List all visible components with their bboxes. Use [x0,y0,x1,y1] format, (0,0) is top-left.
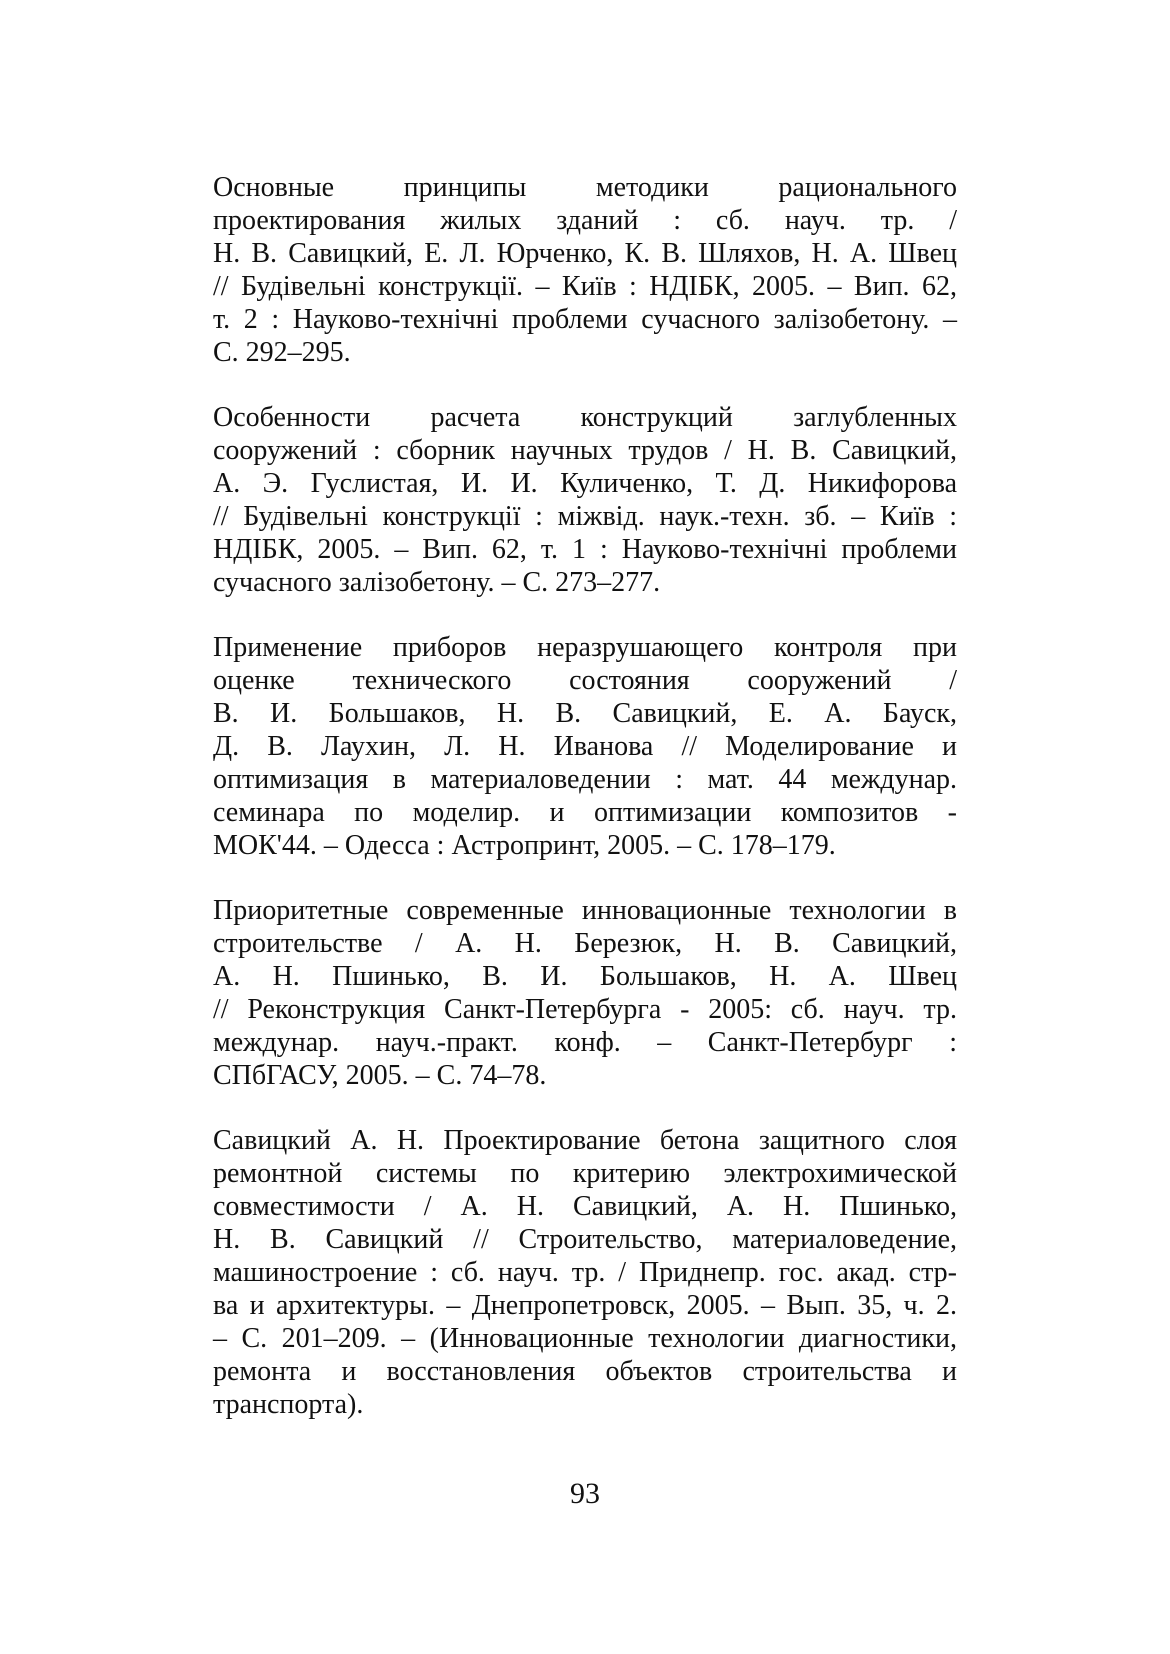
bibliography-entry [213,631,957,862]
entry-line: Н. В. Савицкий, Е. Л. Юрченко, К. В. Шляхов, Н. А. Швец [213,238,957,269]
entry-line: СПбГАСУ, 2005. – С. 74–78. [213,1060,547,1091]
entry-line: ремонтной системы по критерию электрохимической [213,1158,957,1189]
entry-line: транспорта). [213,1389,364,1420]
entry-line: НДІБК, 2005. – Вип. 62, т. 1 : Науково-технічні проблеми [213,534,957,565]
entry-line: Приоритетные современные инновационные технологии в [213,895,957,926]
entry-line: Основные принципы методики рационального [213,172,957,203]
entry-line: совместимости / А. Н. Савицкий, А. Н. Пшинько, [213,1191,957,1222]
entry-line: Савицкий А. Н. Проектирование бетона защитного слоя [213,1125,957,1156]
entry-line: строительстве / А. Н. Березюк, Н. В. Савицкий, [213,928,957,959]
entry-line: // Реконструкция Санкт-Петербурга - 2005: сб. науч. тр. [213,994,957,1025]
entry-line: МОК'44. – Одесса : Астропринт, 2005. – С. 178–179. [213,830,836,861]
entry-line: оценке технического состояния сооружений / [213,665,957,696]
entry-line: Д. В. Лаухин, Л. Н. Иванова // Моделирование и [213,731,957,762]
entry-line: // Будівельні конструкції. – Київ : НДІБК, 2005. – Вип. 62, [213,271,957,302]
entry-line: Н. В. Савицкий // Строительство, материаловедение, [213,1224,957,1255]
bibliography-entry [213,1124,957,1421]
entry-line: машиностроение : сб. науч. тр. / Приднепр. гос. акад. стр- [213,1257,957,1288]
entry-line: – С. 201–209. – (Инновационные технологии диагностики, [213,1323,957,1354]
entry-line: сооружений : сборник научных трудов / Н. В. Савицкий, [213,435,957,466]
entry-line: оптимизация в материаловедении : мат. 44 междунар. [213,764,957,795]
entry-line: С. 292–295. [213,337,351,368]
entry-line: А. Э. Гуслистая, И. И. Куличенко, Т. Д. Никифорова [213,468,957,499]
entry-line: сучасного залізобетону. – С. 273–277. [213,567,661,598]
entry-line: Применение приборов неразрушающего контроля при [213,632,957,663]
entry-line: // Будівельні конструкції : міжвід. наук.-техн. зб. – Київ : [213,501,957,532]
entry-line: т. 2 : Науково-технічні проблеми сучасного залізобетону. – [213,304,957,335]
bibliography-entry [213,171,957,369]
entry-line: проектирования жилых зданий : сб. науч. тр. / [213,205,957,236]
bibliography-entry [213,894,957,1092]
entry-line: семинара по моделир. и оптимизации композитов - [213,797,957,828]
bibliography-list [213,171,957,1453]
entry-line: Особенности расчета конструкций заглубленных [213,402,957,433]
entry-line: ремонта и восстановления объектов строительства и [213,1356,957,1387]
entry-line: В. И. Большаков, Н. В. Савицкий, Е. А. Бауск, [213,698,957,729]
page-number: 93 [570,1477,600,1510]
entry-line: А. Н. Пшинько, В. И. Большаков, Н. А. Швец [213,961,957,992]
bibliography-entry [213,401,957,599]
entry-line: междунар. науч.-практ. конф. – Санкт-Петербург : [213,1027,957,1058]
entry-line: ва и архитектуры. – Днепропетровск, 2005. – Вып. 35, ч. 2. [213,1290,957,1321]
